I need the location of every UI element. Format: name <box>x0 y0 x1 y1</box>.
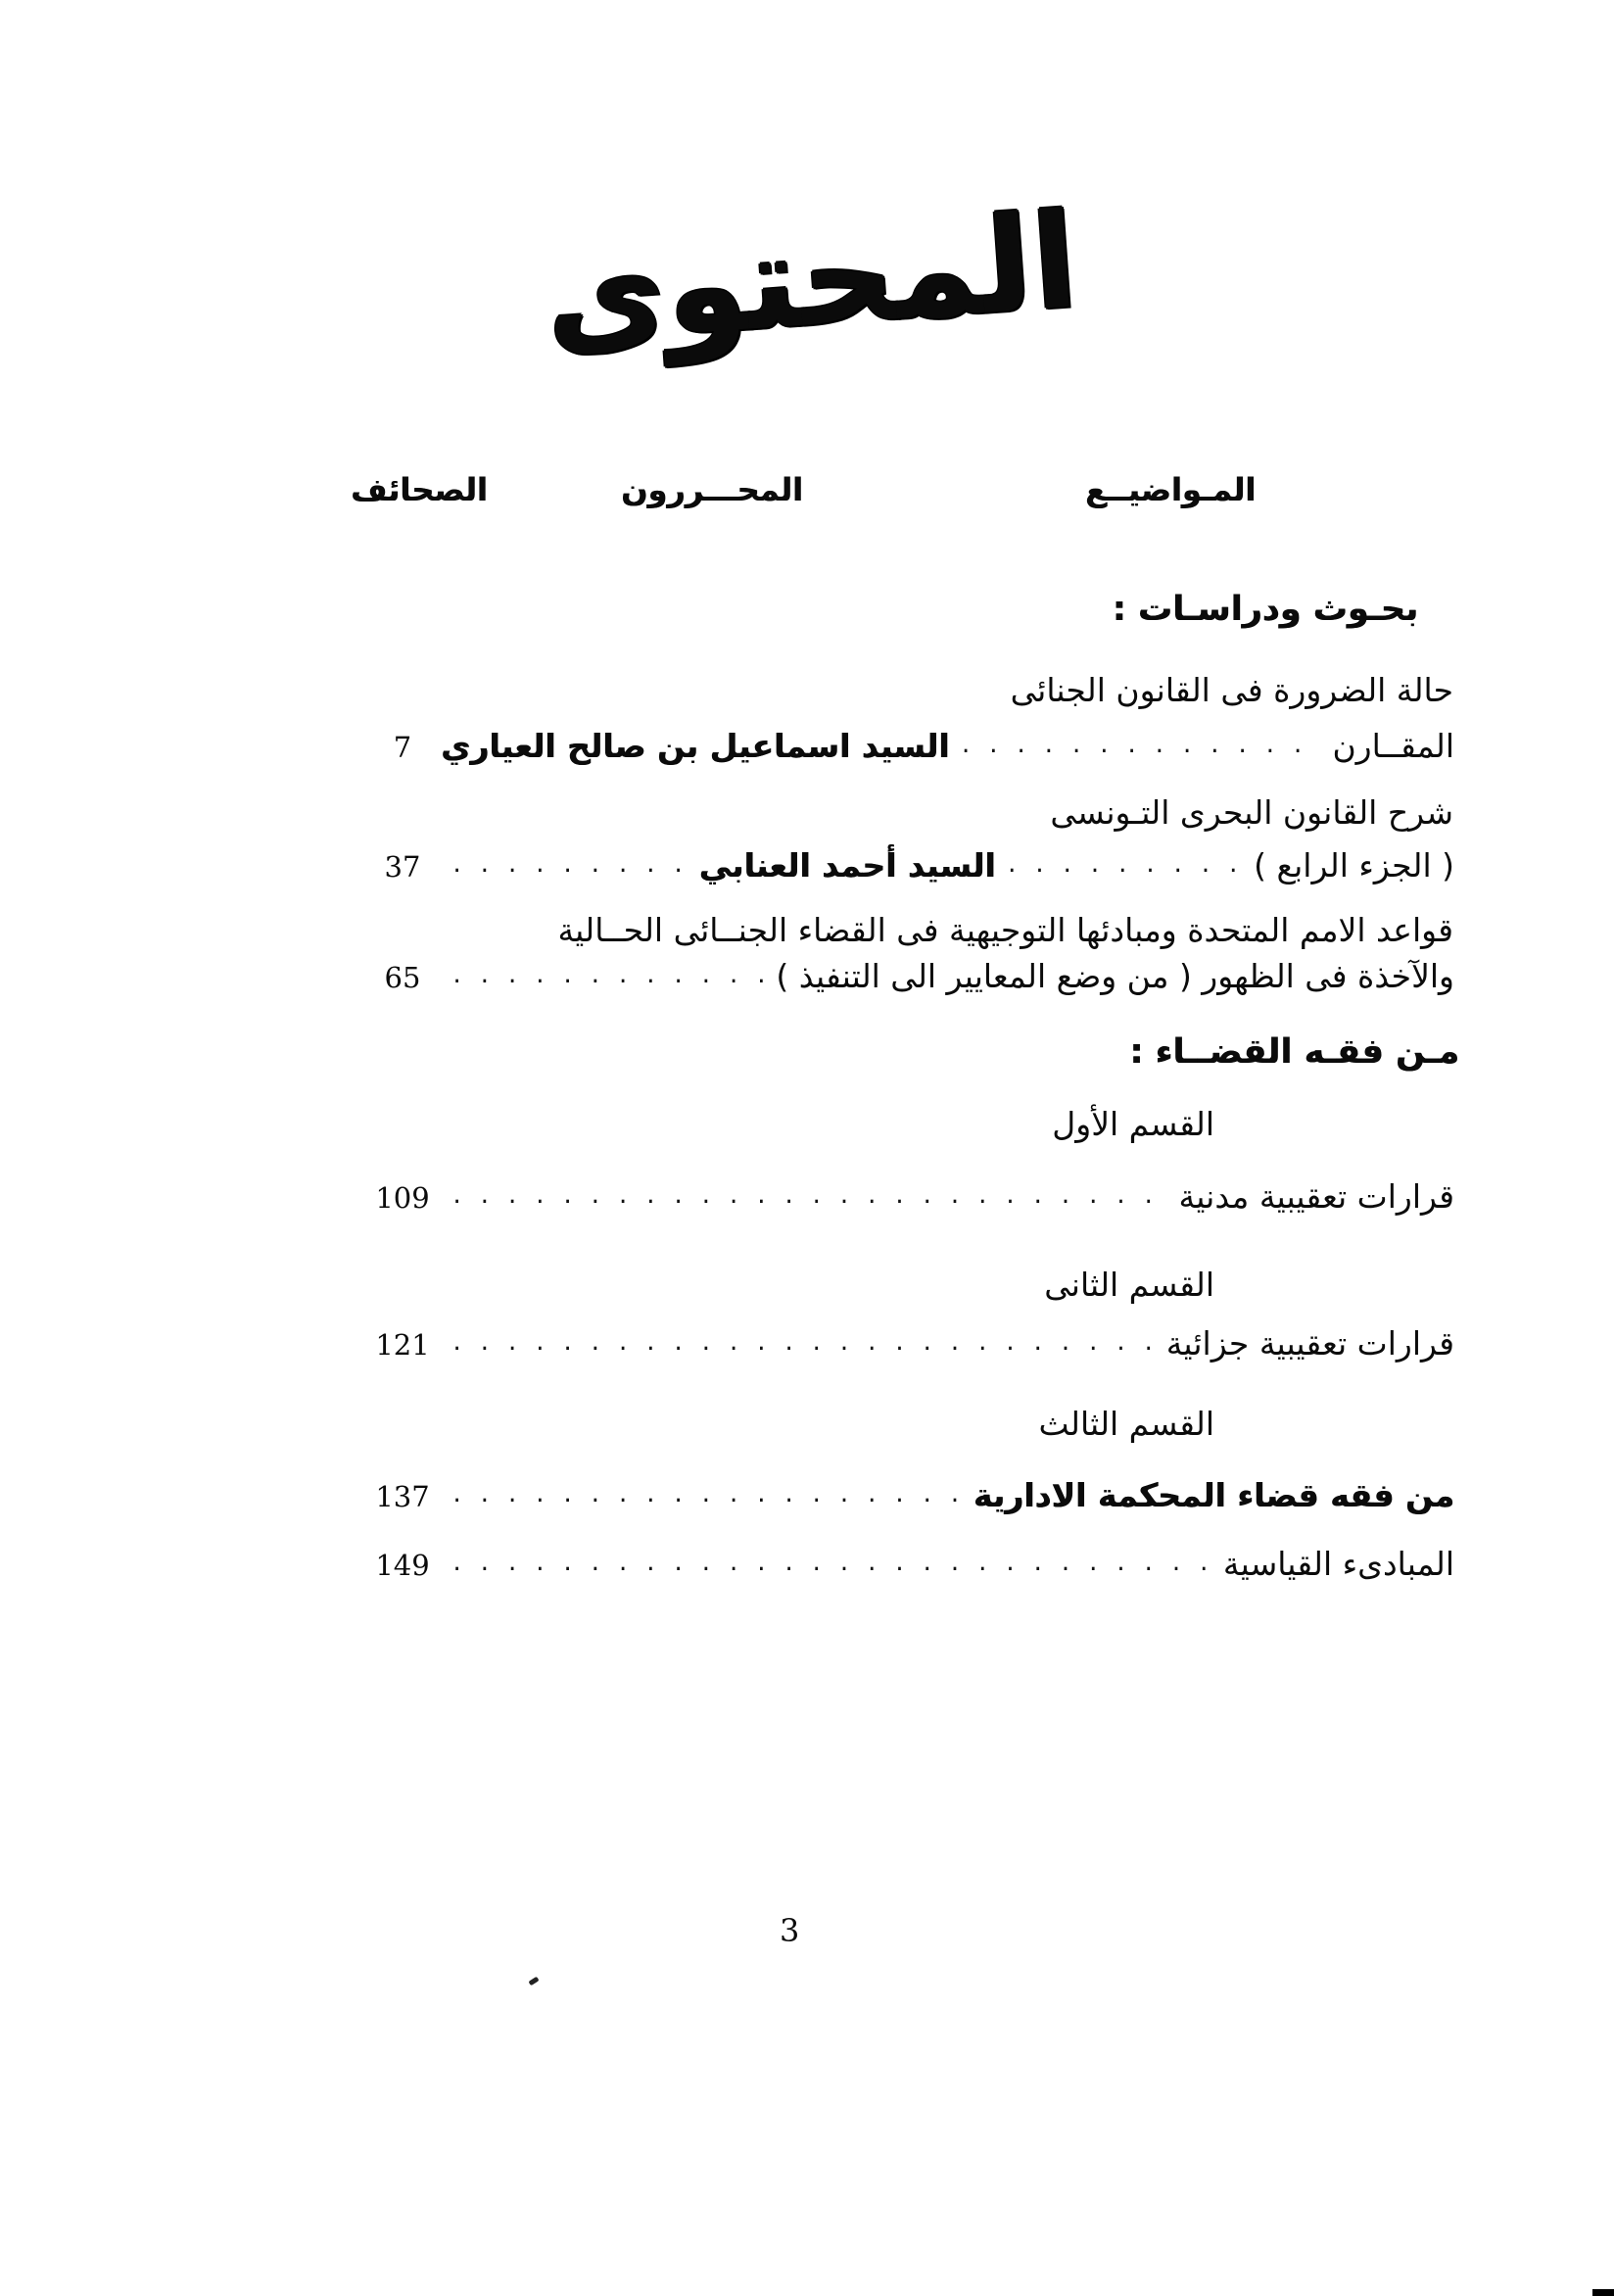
section-heading-jurisprudence: مـن فقـه القضــاء : <box>1129 1032 1459 1072</box>
toc-entry-row <box>364 1472 1454 1524</box>
page-title-calligraphy: المحتوى <box>540 184 1082 374</box>
toc-entry-page-number: 121 <box>375 1328 430 1362</box>
toc-entry-page-number: 65 <box>384 961 421 994</box>
toc-entry-author: السيد أحمد العنابي <box>698 846 996 885</box>
toc-entry-title-continuation: والآخذة فى الظهور ( من وضع المعايير الى التنفيذ ) <box>776 957 1454 995</box>
folio-number: 3 <box>780 1912 800 1949</box>
toc-entry-page-number: 137 <box>375 1480 430 1513</box>
toc-entry-row <box>364 723 1454 775</box>
toc-entry-page-number: 109 <box>375 1181 430 1215</box>
toc-entry-title-line: حالة الضرورة فى القانون الجنائى <box>1010 671 1453 709</box>
toc-entry-title-continuation: المقــارن <box>1332 727 1454 765</box>
toc-entry-page-number: 149 <box>375 1549 430 1582</box>
dot-leader <box>451 953 766 1000</box>
toc-entry-title: من فقه قضاء المحكمة الادارية <box>973 1476 1454 1514</box>
subsection-heading-part-three: القسم الثالث <box>1038 1405 1214 1443</box>
dot-leader <box>960 723 1323 770</box>
dot-leader <box>451 1541 1213 1588</box>
column-header-pages: الصحائف <box>351 471 488 508</box>
toc-entry-title: قرارات تعقيبية جزائية <box>1165 1324 1454 1363</box>
toc-entry-row <box>364 1173 1454 1225</box>
section-heading-research-studies: بحـوث ودراسـات : <box>1112 590 1418 629</box>
dot-leader <box>451 1320 1157 1367</box>
subsection-heading-part-two: القسم الثانى <box>1044 1266 1214 1304</box>
toc-entry-row <box>364 1320 1454 1372</box>
toc-entry-row <box>364 953 1454 1005</box>
toc-entry-title: قرارات تعقيبية مدنية <box>1178 1177 1454 1216</box>
toc-entry-title-line: شرح القانون البحرى التـونسى <box>1050 793 1453 832</box>
toc-entry-row <box>364 842 1454 894</box>
toc-entry-author: السيد اسماعيل بن صالح العياري <box>441 727 950 765</box>
dot-leader <box>1006 842 1245 889</box>
toc-entry-row <box>364 1541 1454 1593</box>
toc-entry-page-number: 7 <box>393 731 412 764</box>
column-header-topics: المـواضيــع <box>1085 471 1257 508</box>
dot-leader <box>451 1472 964 1519</box>
dot-leader <box>451 842 689 889</box>
toc-entry-title-continuation: ( الجزء الرابع ) <box>1254 846 1454 885</box>
toc-entry-page-number: 37 <box>384 850 421 884</box>
scan-edge-artifact <box>1592 2289 1614 2296</box>
scan-speck-artifact <box>528 1977 539 1986</box>
subsection-heading-part-one: القسم الأول <box>1052 1105 1214 1143</box>
toc-entry-title: المبادىء القياسية <box>1222 1545 1454 1583</box>
column-header-editors: المحـــررون <box>621 471 803 508</box>
toc-entry-title-line: قواعد الامم المتحدة ومبادئها التوجيهية فى القضاء الجنــائى الحــالية <box>557 911 1453 949</box>
dot-leader <box>451 1173 1169 1220</box>
